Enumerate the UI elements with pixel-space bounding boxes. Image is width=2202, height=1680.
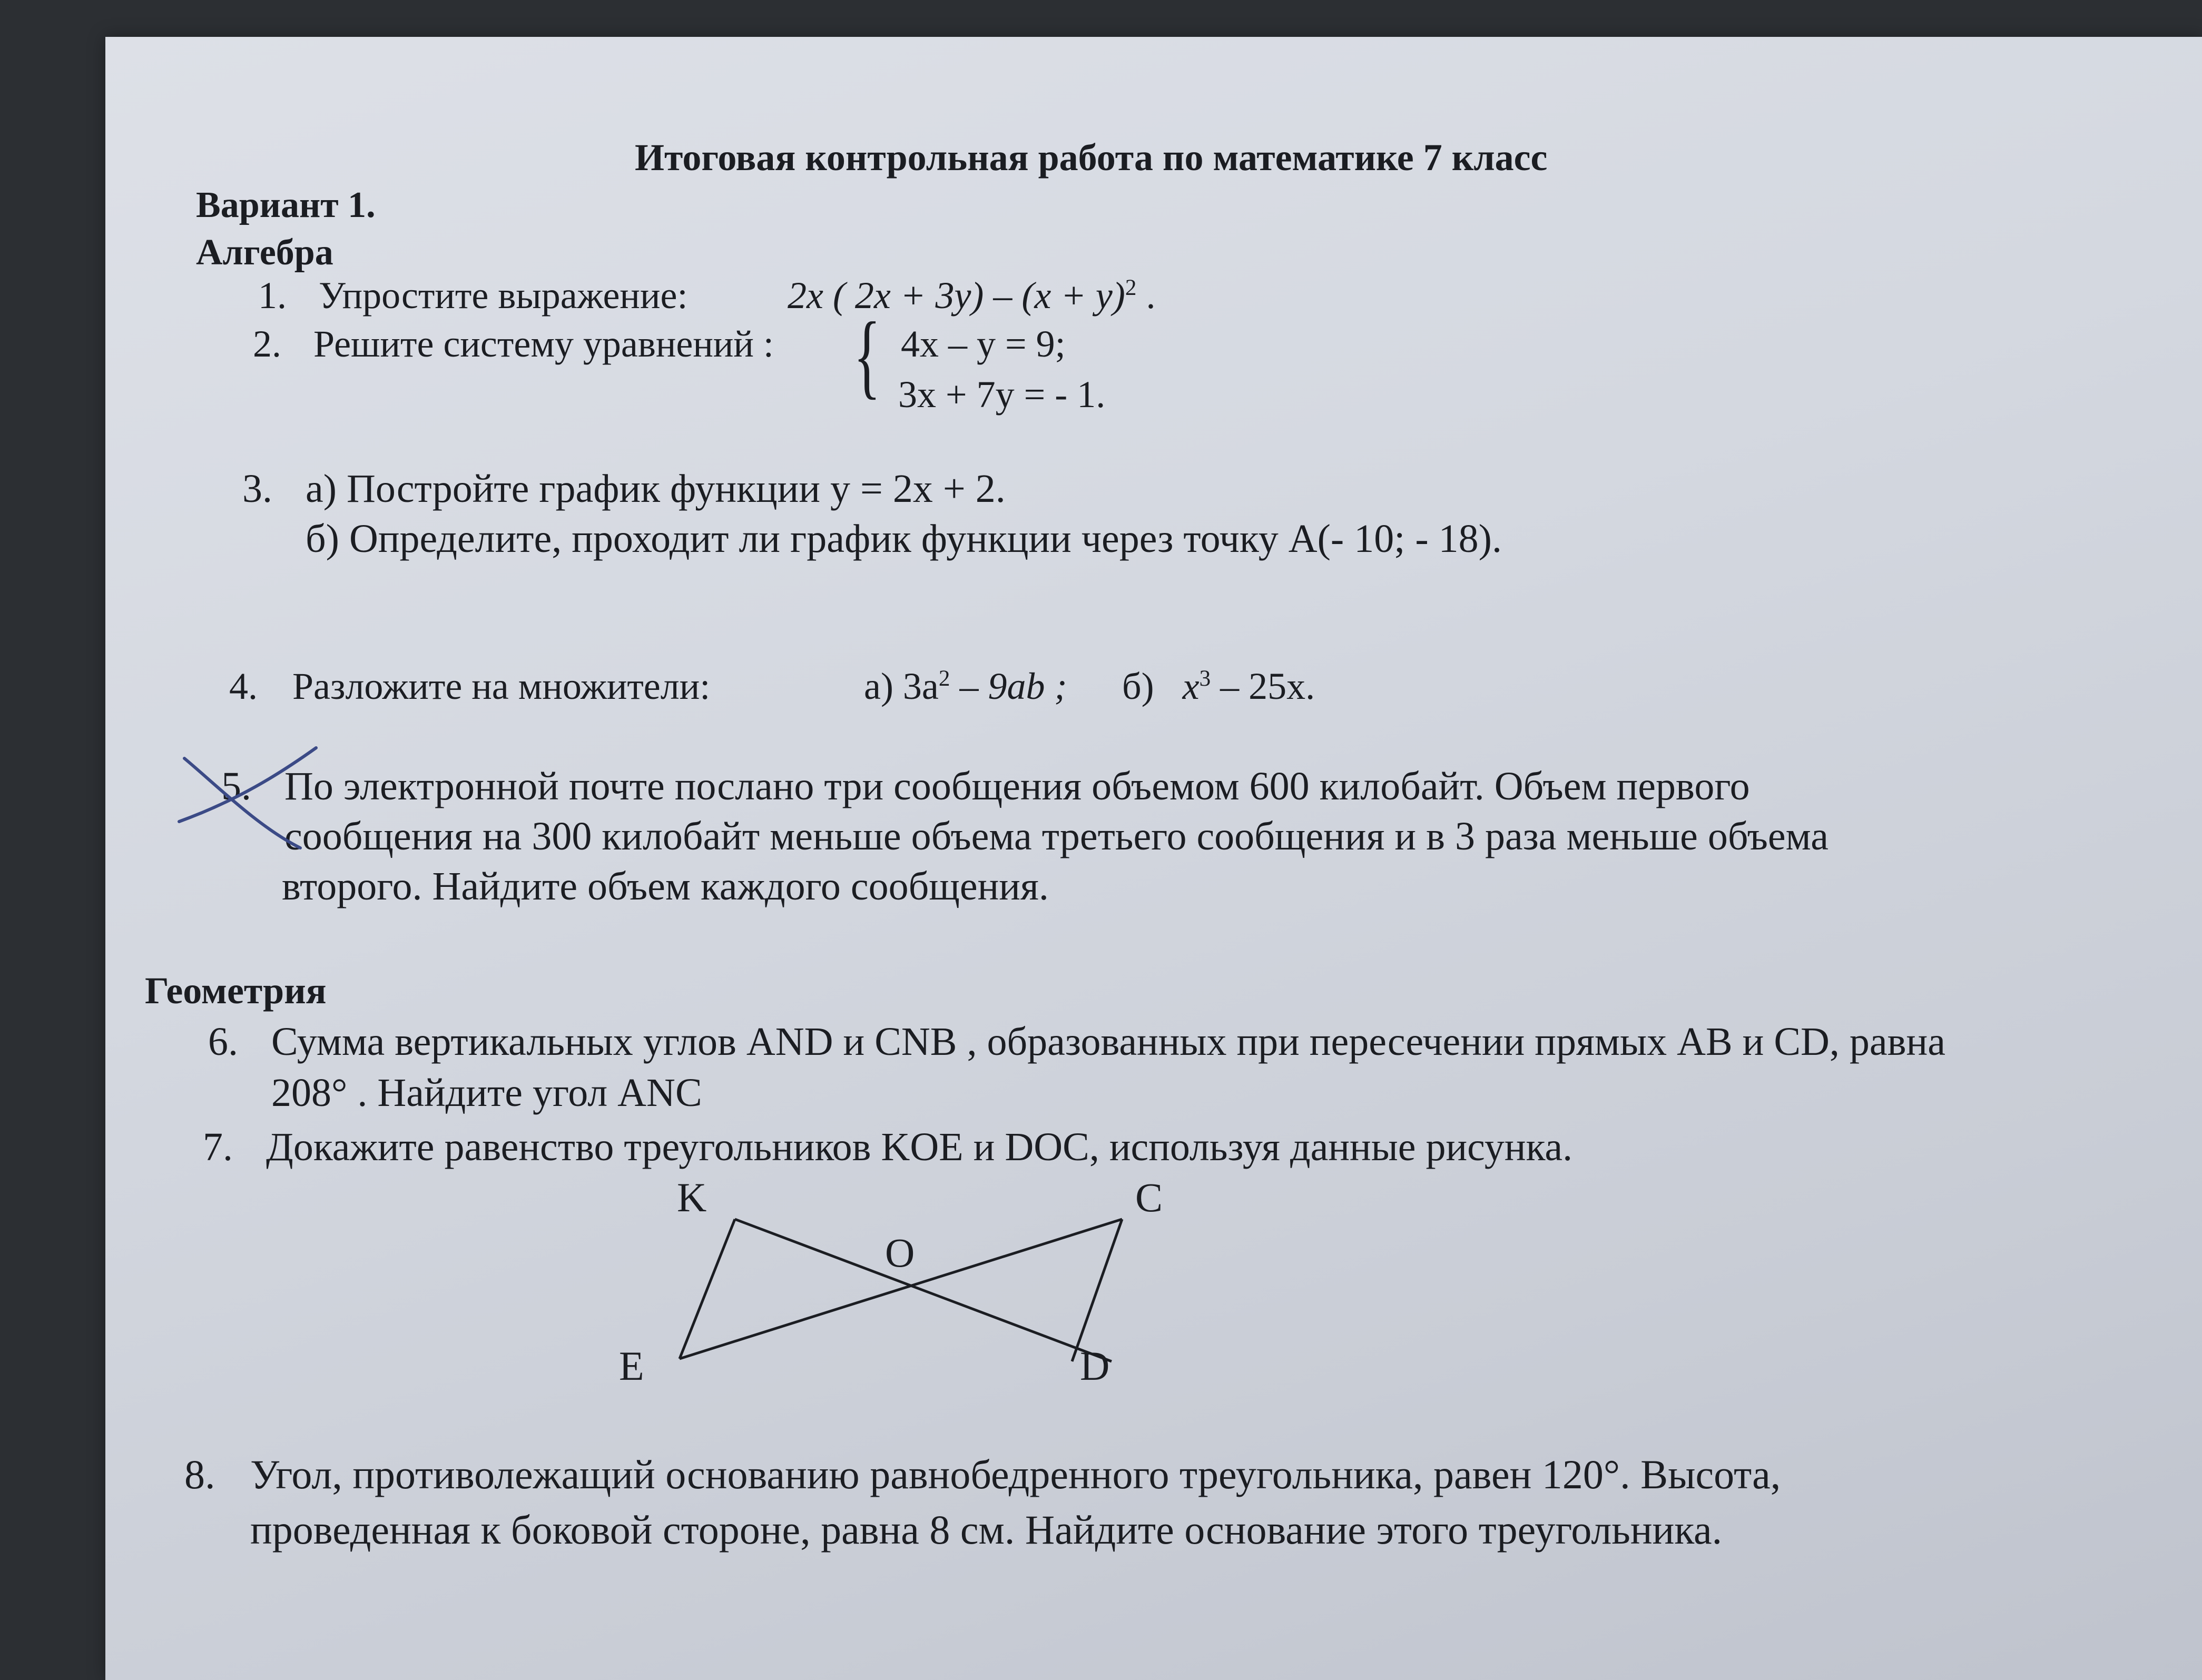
task7-text: Докажите равенство треугольников KOE и DOC, используя данные рисунка. xyxy=(266,1125,1573,1169)
task8-line-2: проведенная к боковой стороне, равна 8 см. Найдите основание этого треугольника. xyxy=(250,1507,1723,1553)
task5-number: 5. xyxy=(221,764,251,808)
task3-number: 3. xyxy=(242,467,272,511)
task4-number: 4. xyxy=(229,665,258,707)
task6-number: 6. xyxy=(208,1020,238,1064)
task1-text: Упростите выражение: xyxy=(319,274,688,317)
task6-line-1: Сумма вертикальных углов AND и CNB , образованных при пересечении прямых AB и CD, равна xyxy=(271,1020,1945,1064)
task4-part-b: б) $x^3 - 25x$. xyxy=(1122,665,1315,707)
task7-number: 7. xyxy=(203,1125,233,1169)
page-title: Итоговая контрольная работа по математике 7 класс xyxy=(635,136,1548,179)
task4-text: Разложите на множители: xyxy=(292,665,711,707)
label-E: E xyxy=(619,1343,644,1389)
label-O: O xyxy=(885,1230,915,1276)
system-equation-2: 3x + 7y = - 1. xyxy=(898,373,1106,416)
task4-part-a: а) $3a^2 - 9ab$ ; xyxy=(864,665,1067,707)
task5-line-1: По электронной почте послано три сообщения объемом 600 килобайт. Объем первого xyxy=(284,764,1750,808)
task5-line-2: сообщения на 300 килобайт меньше объема третьего сообщения и в 3 раза меньше объема xyxy=(284,814,1829,858)
task5-line-3: второго. Найдите объем каждого сообщения. xyxy=(282,864,1049,908)
task2-text: Решите систему уравнений : xyxy=(313,323,774,365)
geometry-heading: Геометрия xyxy=(145,970,327,1012)
task8-number: 8. xyxy=(184,1451,215,1497)
task6-line-2: 208° . Найдите угол ANC xyxy=(271,1071,702,1115)
segment-CD xyxy=(1072,1219,1122,1361)
variant-label: Вариант 1. xyxy=(196,185,376,225)
task3-part-a: а) Постройте график функции y = 2x + 2. xyxy=(306,467,1006,511)
pen-cross-mark xyxy=(174,743,327,853)
label-C: C xyxy=(1135,1174,1163,1220)
triangles-figure xyxy=(619,1159,1212,1411)
task1-number: 1. xyxy=(258,274,287,317)
segment-KE xyxy=(680,1219,735,1359)
algebra-heading: Алгебра xyxy=(196,232,333,273)
task2-number: 2. xyxy=(253,323,281,365)
label-K: K xyxy=(677,1174,707,1220)
label-D: D xyxy=(1080,1343,1110,1389)
task8-line-1: Угол, противолежащий основанию равнобедренного треугольника, равен 120°. Высота, xyxy=(250,1451,1781,1497)
task1-expression: 2x ( $2x + 3y) - (x + y)^2$ . xyxy=(788,274,1156,317)
system-brace: { xyxy=(853,303,881,408)
task3-part-b: б) Определите, проходит ли график функции через точку А(- 10; - 18). xyxy=(306,517,1502,561)
system-equation-1: 4x – y = 9; xyxy=(901,323,1066,365)
